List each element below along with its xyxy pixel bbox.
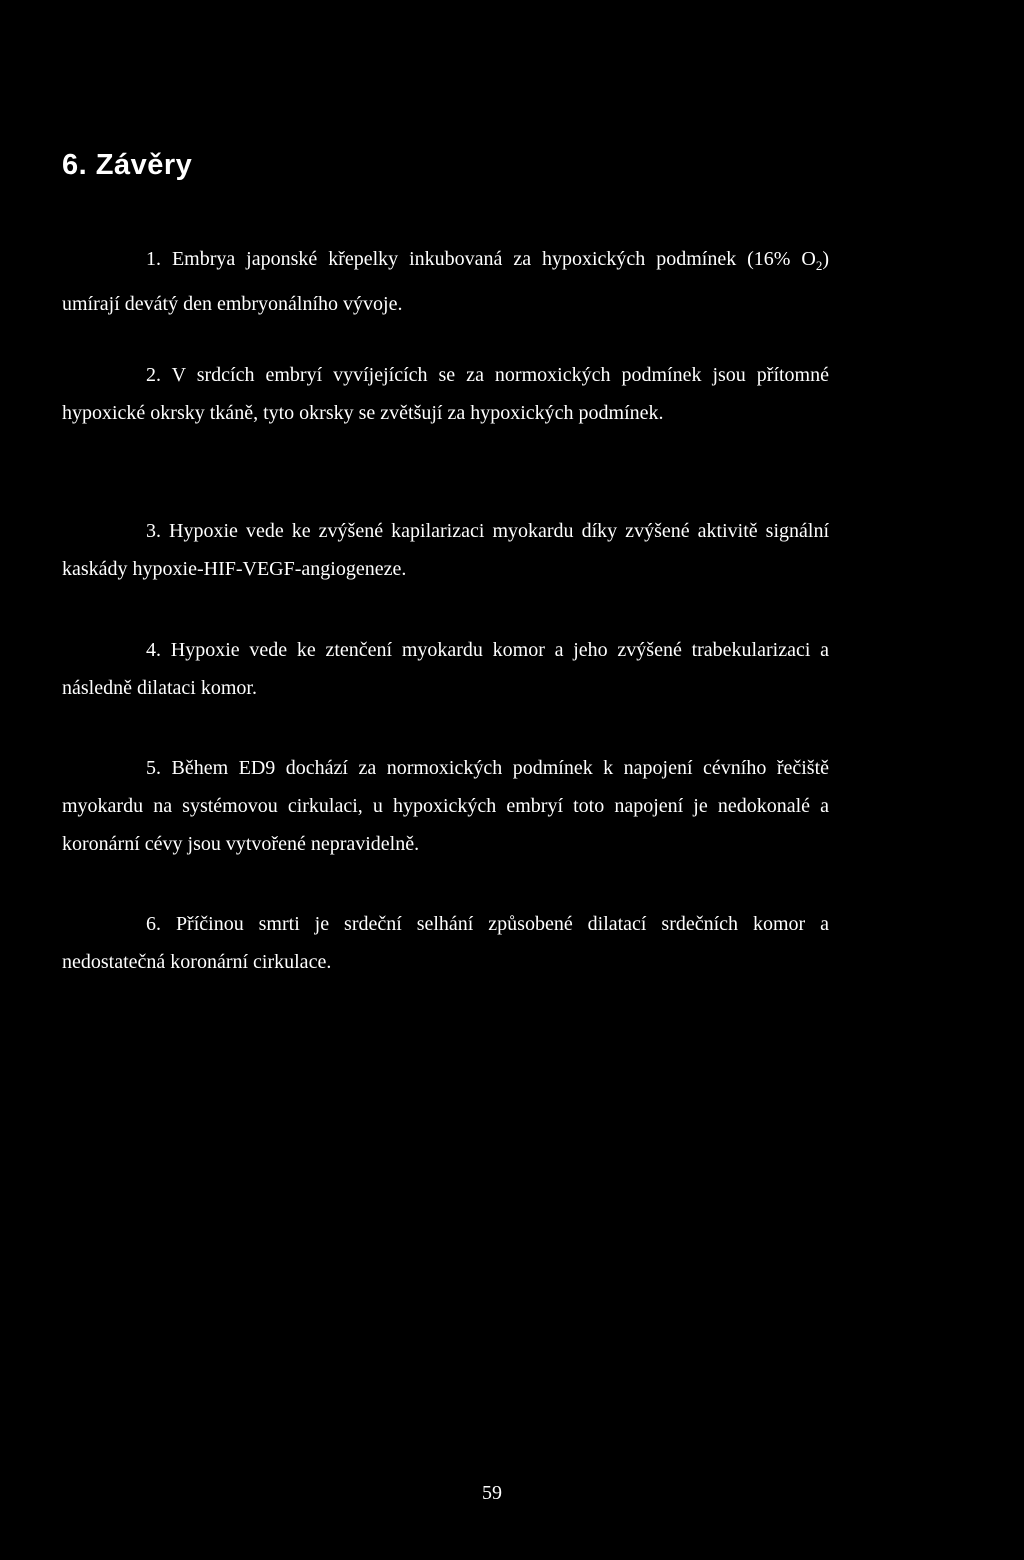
item-text: Hypoxie vede ke ztenčení myokardu komor a jeho zvýšené trabekularizaci a následně dilataci komor. xyxy=(62,639,830,699)
item-number: 3. xyxy=(146,520,161,542)
item-number: 6. xyxy=(146,913,161,935)
conclusion-item-3 xyxy=(62,512,829,588)
conclusion-item-6 xyxy=(62,905,829,981)
item-text: V srdcích embryí vyvíjejících se za normoxických podmínek jsou přítomné hypoxické okrsky tkáně, tyto okrsky se zvětšují za hypoxických podmínek. xyxy=(62,364,829,424)
conclusion-item-2 xyxy=(62,356,829,432)
item-text: Během ED9 dochází za normoxických podmínek k napojení cévního řečiště myokardu na systémovou cirkulaci, u hypoxických embryí toto napojení je nedokonalé a koronární cévy jsou vytvořené nepravidelně. xyxy=(62,757,830,855)
conclusion-item-4 xyxy=(62,631,829,707)
conclusion-item-5 xyxy=(62,749,829,863)
item-text: Příčinou smrti je srdeční selhání způsobené dilatací srdečních komor a nedostatečná koronární cirkulace. xyxy=(62,913,829,973)
page-number: 59 xyxy=(482,1482,502,1504)
section-heading: 6. Závěry xyxy=(62,149,193,181)
item-number: 5. xyxy=(146,757,161,779)
item-text-part: ) umírají devátý den embryonálního vývoje. xyxy=(62,248,830,315)
item-number: 1. xyxy=(146,248,161,270)
item-number: 2. xyxy=(146,364,161,386)
item-number: 4. xyxy=(146,639,161,661)
conclusion-item-1 xyxy=(62,240,829,323)
item-text: Hypoxie vede ke zvýšené kapilarizaci myokardu díky zvýšené aktivitě signální kaskády hypoxie-HIF-VEGF-angiogeneze. xyxy=(62,520,829,580)
item-text-part: Embrya japonské křepelky inkubovaná za hypoxických podmínek (16% O xyxy=(171,248,816,270)
subscript: 2 xyxy=(815,258,823,273)
